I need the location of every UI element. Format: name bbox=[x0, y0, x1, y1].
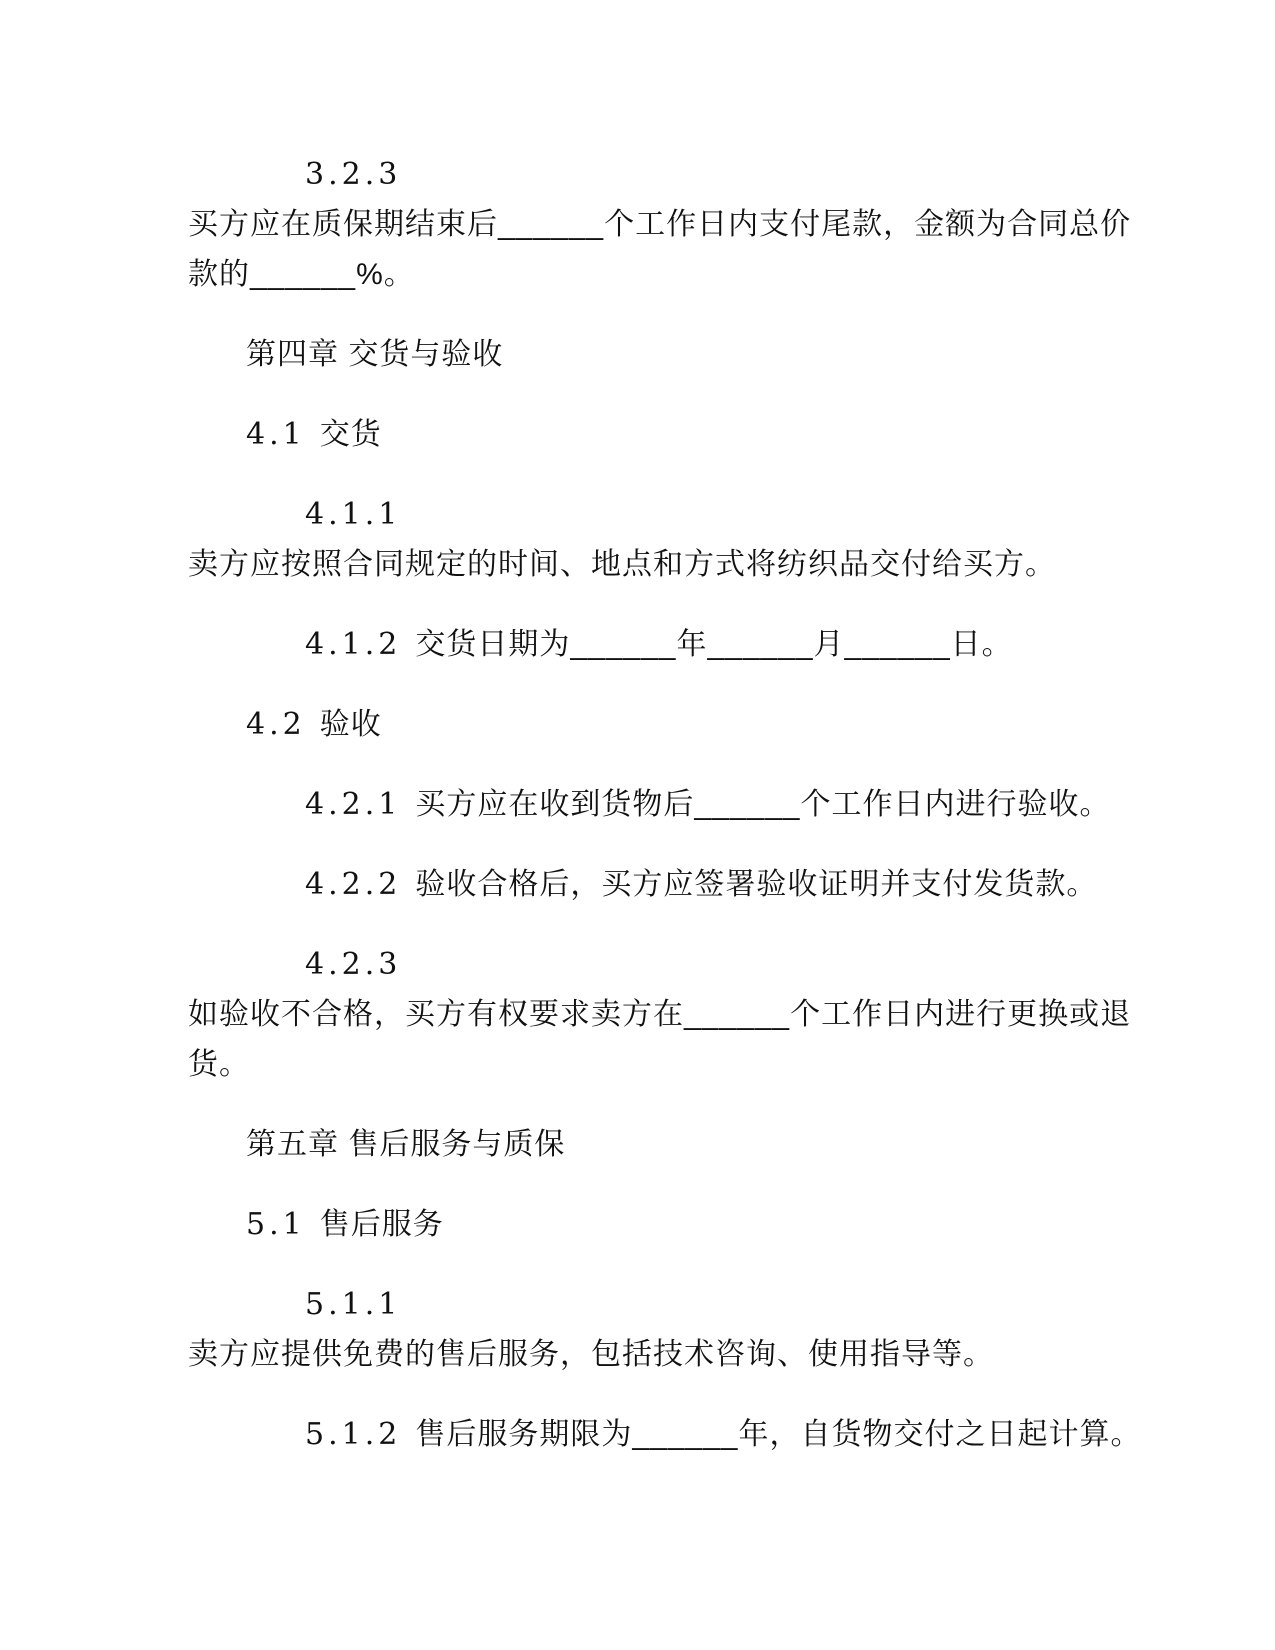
section-heading-text: 售后服务 bbox=[319, 1208, 444, 1241]
section-heading-text: 验收 bbox=[319, 708, 382, 741]
chapter-5-heading bbox=[188, 1120, 1215, 1170]
chapter-heading-text: 第四章 交货与验收 bbox=[246, 338, 504, 371]
body-line bbox=[188, 200, 1215, 250]
body-line bbox=[188, 250, 1215, 300]
clause-line bbox=[188, 780, 1215, 830]
body-text: 买方应在质保期结束后______个工作日内支付尾款，金额为合同总价 bbox=[188, 208, 1132, 241]
clause-number bbox=[188, 1280, 1215, 1330]
body-text: 卖方应提供免费的售后服务，包括技术咨询、使用指导等。 bbox=[188, 1338, 994, 1371]
section-heading bbox=[188, 1200, 1215, 1250]
clause-number-text: 4.1.1 bbox=[305, 497, 402, 532]
clause-number-text: 4.1.2 bbox=[305, 627, 402, 662]
section-number: 4.2 bbox=[246, 707, 306, 742]
section-4-2-heading bbox=[188, 700, 1215, 750]
body-line bbox=[188, 1330, 1215, 1380]
clause-3-2-3 bbox=[188, 150, 1215, 300]
chapter-heading bbox=[188, 330, 1215, 380]
clause-text: 验收合格后，买方应签署验收证明并支付发货款。 bbox=[415, 868, 1098, 901]
clause-text: 交货日期为______年______月______日。 bbox=[415, 628, 1013, 661]
clause-4-2-3 bbox=[188, 940, 1215, 1090]
clause-line bbox=[188, 1410, 1215, 1460]
clause-number bbox=[188, 150, 1215, 200]
clause-text: 售后服务期限为______年，自货物交付之日起计算。 bbox=[415, 1418, 1142, 1451]
body-text: 卖方应按照合同规定的时间、地点和方式将纺织品交付给买方。 bbox=[188, 548, 1056, 581]
body-line bbox=[188, 540, 1215, 590]
section-4-1-heading bbox=[188, 410, 1215, 460]
chapter-heading bbox=[188, 1120, 1215, 1170]
section-heading bbox=[188, 410, 1215, 460]
clause-number-text: 4.2.1 bbox=[305, 787, 402, 822]
body-text: 款的______%。 bbox=[188, 258, 415, 291]
clause-number bbox=[188, 940, 1215, 990]
section-heading-text: 交货 bbox=[319, 418, 382, 451]
clause-line bbox=[188, 860, 1215, 910]
clause-4-2-2 bbox=[188, 860, 1215, 910]
chapter-4-heading bbox=[188, 330, 1215, 380]
clause-4-2-1 bbox=[188, 780, 1215, 830]
section-5-1-heading bbox=[188, 1200, 1215, 1250]
clause-number-text: 5.1.2 bbox=[305, 1417, 402, 1452]
clause-4-1-2 bbox=[188, 620, 1215, 670]
chapter-heading-text: 第五章 售后服务与质保 bbox=[246, 1128, 566, 1161]
clause-5-1-1 bbox=[188, 1280, 1215, 1380]
clause-number-text: 4.2.2 bbox=[305, 867, 402, 902]
body-line bbox=[188, 990, 1215, 1040]
clause-number bbox=[188, 490, 1215, 540]
body-text: 如验收不合格，买方有权要求卖方在______个工作日内进行更换或退 bbox=[188, 998, 1132, 1031]
clause-text: 买方应在收到货物后______个工作日内进行验收。 bbox=[415, 788, 1111, 821]
body-text: 货。 bbox=[188, 1048, 250, 1081]
section-number: 5.1 bbox=[246, 1207, 306, 1242]
clause-number-text: 4.2.3 bbox=[305, 947, 402, 982]
clause-number-text: 5.1.1 bbox=[305, 1287, 402, 1322]
body-line bbox=[188, 1040, 1215, 1090]
clause-line bbox=[188, 620, 1215, 670]
clause-number-text: 3.2.3 bbox=[305, 157, 402, 192]
section-number: 4.1 bbox=[246, 417, 306, 452]
clause-5-1-2 bbox=[188, 1410, 1215, 1460]
section-heading bbox=[188, 700, 1215, 750]
clause-4-1-1 bbox=[188, 490, 1215, 590]
